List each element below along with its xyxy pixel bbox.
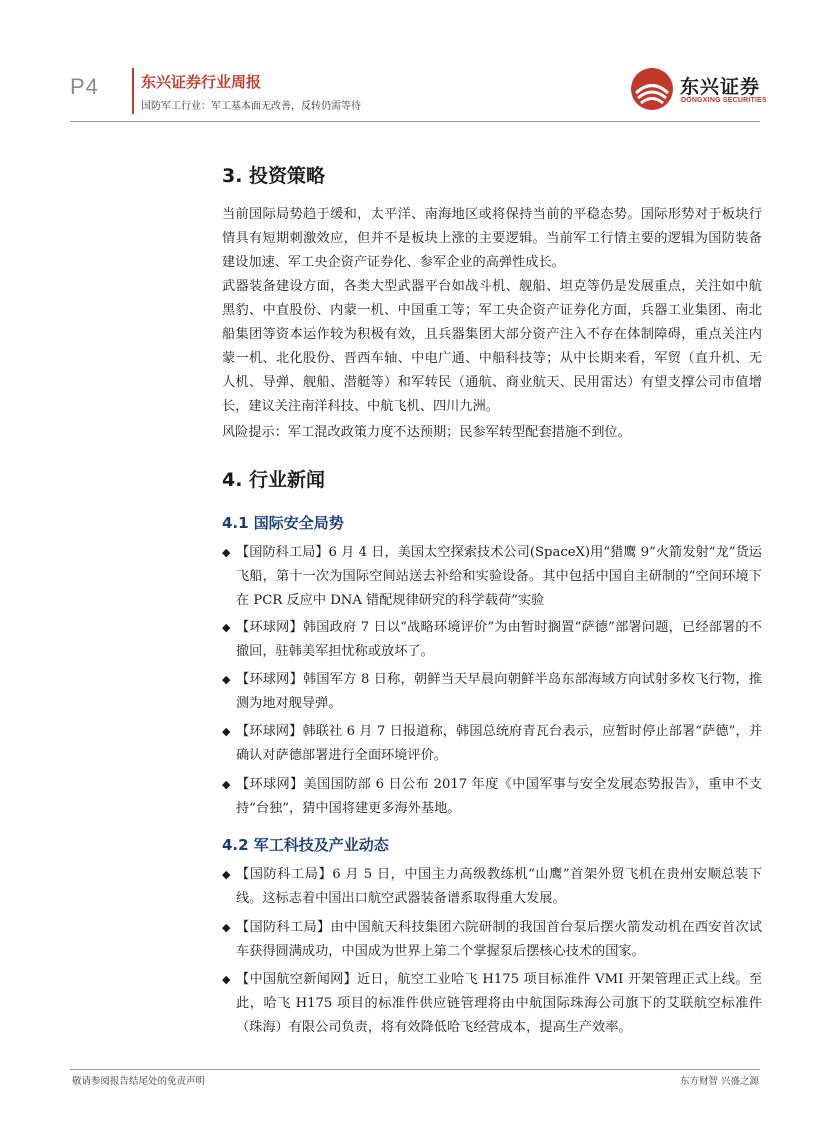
bullet-diamond-icon: ◆ [222, 546, 231, 559]
bullet-diamond-icon: ◆ [222, 778, 231, 791]
footer-rule [70, 1069, 760, 1070]
header-divider [132, 68, 134, 114]
section-3-heading: 3. 投资策略 [222, 165, 326, 187]
brand-logo [628, 66, 768, 116]
bullet-diamond-icon: ◆ [222, 725, 231, 738]
strategy-paragraph-1: 当前国际局势趋于缓和，太平洋、南海地区或将保持当前的平稳态势。国际形势对于板块行情具有短期刺激效应，但并不是板块上涨的主要逻辑。当前军工行情主要的逻辑为国防装备建设加速、军工央企资产证券化、参军企业的高弹性成长。 [222, 207, 762, 270]
bullet-diamond-icon: ◆ [222, 621, 231, 634]
section-4-heading: 4. 行业新闻 [222, 469, 326, 491]
strategy-paragraph-2: 武器装备建设方面，各类大型武器平台如战斗机、舰船、坦克等仍是发展重点，关注如中航黑豹、中直股份、内蒙一机、中国重工等；军工央企资产证券化方面，兵器工业集团、南北船集团等资本运作较为积极有效，且兵器集团大部分资产注入不存在体制障碍，重点关注内蒙一机、北化股份、晋西车轴、中电广通、中船科技等；从中长期来看，军贸（直升机、无人机、导弹、舰船、潜艇等）和军转民（通航、商业航天、民用雷达）有望支撑公司市值增长，建议关注南洋科技、中航飞机、四川九洲。 [222, 279, 762, 414]
logo-text-cn: 东兴证券 [680, 76, 761, 98]
bullet-diamond-icon: ◆ [222, 673, 231, 686]
news-item: ◆ 【环球网】美国国防部 6 日公布 2017 年度《中国军事与安全发展态势报告》，重申不支持“台独”，猜中国将建更多海外基地。 [222, 773, 762, 821]
news-item: ◆ 【国防科工局】6 月 5 日，中国主力高级教练机“山鹰”首架外贸飞机在贵州安顺总装下线。这标志着中国出口航空武器装备谱系取得重大发展。 [222, 863, 762, 911]
news-item: ◆ 【中国航空新闻网】近日，航空工业哈飞 H175 项目标准件 VMI 开架管理正式上线。至此，哈飞 H175 项目的标准件供应链管理将由中航国际珠海公司旗下的艾联航空标准件（珠海）有限公司负责，将有效降低哈飞经营成本，提高生产效率。 [222, 968, 762, 1040]
news-item: ◆ 【国防科工局】由中国航天科技集团六院研制的我国首台泵后摆火箭发动机在西安首次试车获得圆满成功，中国成为世界上第二个掌握泵后摆核心技术的国家。 [222, 916, 762, 964]
news-item: ◆ 【国防科工局】6 月 4 日，美国太空探索技术公司(SpaceX)用“猎鹰 9”火箭发射“龙”货运飞船，第十一次为国际空间站送去补给和实验设备。其中包括中国自主研制的“空间环境下在 PCR 反应中 DNA 错配规律研究的科学载荷”实验 [222, 541, 762, 613]
report-title: 东兴证券行业周报 [141, 73, 262, 91]
bullet-diamond-icon: ◆ [222, 868, 231, 881]
subsection-4-1-heading: 4.1 国际安全局势 [222, 514, 344, 532]
logo-emblem-icon [628, 66, 676, 112]
logo-text-en: DONGXING SECURITIES [681, 97, 767, 104]
page-number: P4 [70, 74, 99, 99]
header-rule [70, 121, 760, 122]
report-subtitle: 国防军工行业：军工基本面无改善，反转仍需等待 [141, 101, 361, 112]
news-item: ◆ 【环球网】韩国政府 7 日以“战略环境评价”为由暂时搁置“萨德”部署问题，已经部署的不撤回，驻韩美军担忧称或放坏了。 [222, 616, 762, 664]
risk-warning: 风险提示：军工混改政策力度不达预期；民参军转型配套措施不到位。 [222, 425, 631, 440]
footer-slogan: 东方财智 兴盛之源 [679, 1076, 759, 1087]
disclaimer-note: 敬请参阅报告结尾处的免责声明 [72, 1076, 206, 1087]
subsection-4-2-heading: 4.2 军工科技及产业动态 [222, 836, 389, 854]
bullet-diamond-icon: ◆ [222, 973, 231, 986]
bullet-diamond-icon: ◆ [222, 921, 231, 934]
news-item: ◆ 【环球网】韩国军方 8 日称，朝鲜当天早晨向朝鲜半岛东部海域方向试射多枚飞行物，推测为地对舰导弹。 [222, 668, 762, 716]
news-item: ◆ 【环球网】韩联社 6 月 7 日报道称，韩国总统府青瓦台表示，应暂时停止部署“萨德”，并确认对萨德部署进行全面环境评价。 [222, 720, 762, 768]
